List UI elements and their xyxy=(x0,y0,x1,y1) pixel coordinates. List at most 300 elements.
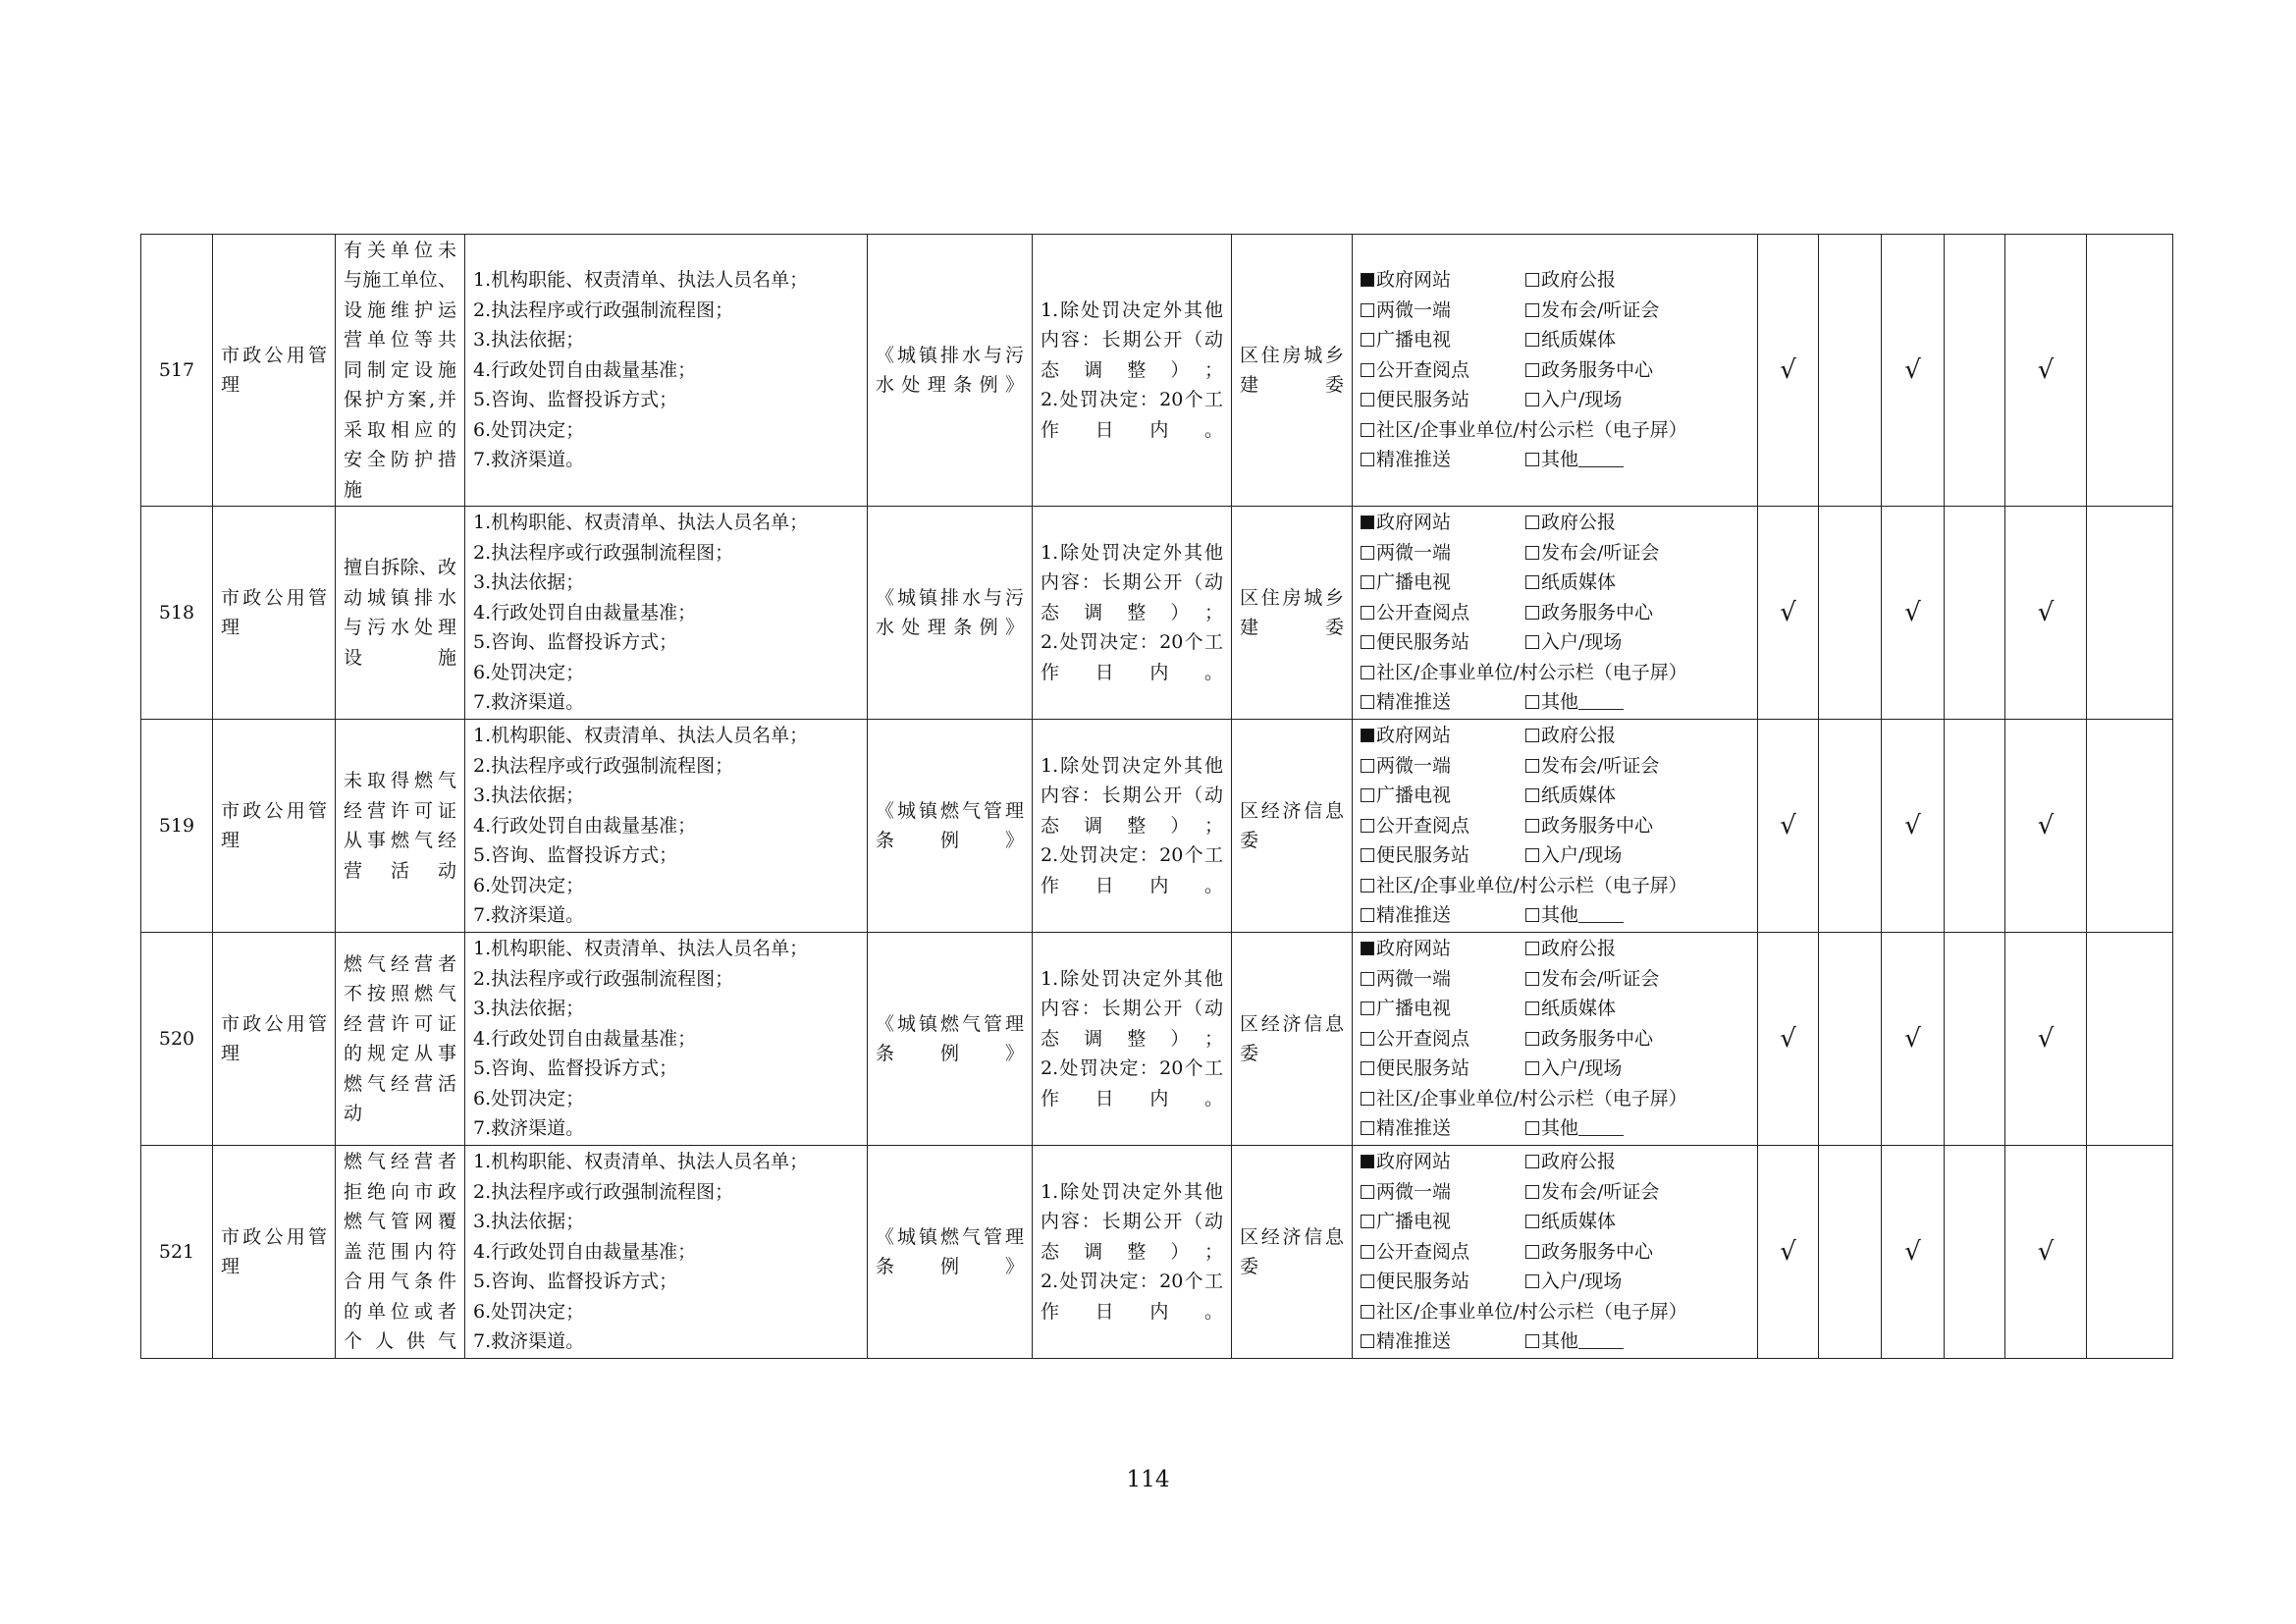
channel-label: 精准推送 xyxy=(1376,449,1452,471)
text-line: 区经济信息 xyxy=(1240,1225,1344,1248)
channel-wechat-weibo-app xyxy=(1361,538,1525,568)
text-line: 市政公用管 xyxy=(221,799,327,822)
checkbox-icon xyxy=(1361,759,1374,773)
text-line: 内容：长期公开（动 xyxy=(1041,1211,1223,1233)
row-number-cell: 521 xyxy=(141,1146,213,1359)
checkbox-icon xyxy=(1525,759,1539,773)
channels-cell xyxy=(1353,235,1758,507)
channel-label: 政务服务中心 xyxy=(1541,601,1654,623)
text-line: 3.执法依据； xyxy=(473,785,585,807)
text-line: 安全防护措 xyxy=(344,449,456,471)
checkbox-icon xyxy=(1361,819,1374,833)
text-line: 《城镇燃气管理 xyxy=(876,1012,1024,1035)
checkbox-icon xyxy=(1361,606,1374,620)
scope-mark-cell: √ xyxy=(1758,235,1819,507)
channel-label: 入户/现场 xyxy=(1541,389,1623,411)
department-cell xyxy=(1232,235,1353,507)
text-line: 从事燃气经 xyxy=(344,830,456,851)
text-line: 拒绝向市政 xyxy=(344,1180,456,1203)
channel-label: 两微一端 xyxy=(1376,298,1452,321)
text-line: 作日内。 xyxy=(1041,874,1223,896)
category-cell xyxy=(213,235,336,507)
channel-wechat-weibo-app xyxy=(1361,964,1525,995)
channel-label: 公开查阅点 xyxy=(1376,1240,1470,1263)
text-line: 5.咨询、监督投诉方式； xyxy=(473,631,678,654)
checkbox-icon xyxy=(1525,363,1539,377)
table-row xyxy=(141,1146,2173,1359)
checkbox-icon xyxy=(1361,575,1374,589)
text-line: 2.执法程序或行政强制流程图； xyxy=(473,541,734,564)
disclosure-contents-cell xyxy=(465,235,868,507)
text-line: 态调整）； xyxy=(1041,1027,1223,1050)
text-line: 作日内。 xyxy=(1041,1300,1223,1323)
checkbox-icon xyxy=(1525,333,1539,347)
text-line: 7.救济渠道。 xyxy=(473,1117,585,1140)
checkbox-icon xyxy=(1361,1274,1374,1288)
channel-community-board xyxy=(1361,1084,1749,1114)
channel-radio-tv xyxy=(1361,994,1525,1024)
checkbox-icon xyxy=(1361,972,1374,986)
channel-label: 纸质媒体 xyxy=(1541,571,1617,594)
row-number-cell: 517 xyxy=(141,235,213,507)
checkbox-icon xyxy=(1361,908,1374,922)
scope-mark-cell: √ xyxy=(2005,235,2087,507)
channel-label: 政务服务中心 xyxy=(1541,814,1654,837)
channel-label: 入户/现场 xyxy=(1541,1057,1623,1080)
scope-mark-cell xyxy=(1819,1146,1882,1359)
scope-mark-cell xyxy=(1819,933,1882,1146)
checkbox-icon xyxy=(1361,942,1374,955)
disclosure-contents-cell xyxy=(465,933,868,1146)
channel-gov-site xyxy=(1361,1147,1525,1177)
checkbox-icon xyxy=(1361,879,1374,893)
text-line: 《城镇排水与污 xyxy=(876,586,1024,609)
channel-reading-point xyxy=(1361,1237,1525,1268)
checkbox-icon xyxy=(1361,1121,1374,1135)
channel-print-media xyxy=(1525,994,1749,1024)
channel-label: 政府网站 xyxy=(1376,725,1452,747)
channel-label: 广播电视 xyxy=(1376,1211,1452,1233)
channel-service-center xyxy=(1525,598,1749,628)
text-line: 2.执法程序或行政强制流程图； xyxy=(473,754,734,777)
checkbox-icon xyxy=(1361,273,1374,287)
channel-label: 公开查阅点 xyxy=(1376,601,1470,623)
text-line: 采取相应的 xyxy=(344,418,456,441)
text-line: 4.行政处罚自由裁量基准； xyxy=(473,1240,697,1263)
violation-item-cell xyxy=(336,235,465,507)
channel-label: 入户/现场 xyxy=(1541,844,1623,867)
checkbox-icon xyxy=(1361,333,1374,347)
channel-gov-site xyxy=(1361,508,1525,538)
page-number: 114 xyxy=(1126,1467,1170,1492)
violation-item-cell xyxy=(336,720,465,933)
channel-door-to-door xyxy=(1525,1267,1749,1297)
checkbox-icon xyxy=(1361,1305,1374,1319)
text-line: 2.处罚决定：20个工 xyxy=(1041,1271,1223,1293)
channel-print-media xyxy=(1525,781,1749,811)
text-line: 条例》 xyxy=(876,830,1024,851)
disclosure-timing-cell xyxy=(1033,507,1232,720)
text-line: 区住房城乡 xyxy=(1240,344,1344,366)
scope-mark-cell: √ xyxy=(2005,933,2087,1146)
channel-label: 社区/企事业单位/村公示栏（电子屏） xyxy=(1376,1087,1687,1110)
row-number-cell: 520 xyxy=(141,933,213,1146)
channel-label: 纸质媒体 xyxy=(1541,998,1617,1020)
channel-label: 公开查阅点 xyxy=(1376,814,1470,837)
fill-in-blank xyxy=(1578,1135,1624,1136)
scope-mark-cell: √ xyxy=(1758,1146,1819,1359)
text-line: 不按照燃气 xyxy=(344,983,456,1004)
fill-in-blank xyxy=(1578,709,1624,710)
channel-label: 政府公报 xyxy=(1541,938,1617,960)
channel-label: 两微一端 xyxy=(1376,967,1452,990)
channel-label: 政府公报 xyxy=(1541,269,1617,292)
text-line: 作日内。 xyxy=(1041,418,1223,441)
disclosure-timing-cell xyxy=(1033,1146,1232,1359)
text-line: 4.行政处罚自由裁量基准； xyxy=(473,601,697,623)
violation-item-cell xyxy=(336,1146,465,1359)
channel-label: 发布会/听证会 xyxy=(1541,754,1660,777)
checkbox-icon xyxy=(1361,1334,1374,1348)
text-line: 6.处罚决定； xyxy=(473,418,585,441)
checkbox-icon xyxy=(1361,788,1374,802)
channel-label: 政府网站 xyxy=(1376,938,1452,960)
text-line: 建委 xyxy=(1240,617,1344,638)
text-line: 2.执法程序或行政强制流程图； xyxy=(473,298,734,321)
channel-label: 精准推送 xyxy=(1376,1117,1452,1140)
category-cell xyxy=(213,720,336,933)
checkbox-icon xyxy=(1525,1334,1539,1348)
text-line: 1.机构职能、权责清单、执法人员名单； xyxy=(473,938,809,960)
scope-mark-cell xyxy=(1819,507,1882,720)
text-line: 1.除处罚决定外其他 xyxy=(1041,1180,1223,1203)
scope-mark-cell xyxy=(1945,235,2005,507)
text-line: 态调整）； xyxy=(1041,814,1223,837)
channel-door-to-door xyxy=(1525,1054,1749,1084)
channel-door-to-door xyxy=(1525,840,1749,871)
disclosure-contents-cell xyxy=(465,507,868,720)
text-line: 条例》 xyxy=(876,1256,1024,1277)
channel-convenience-station xyxy=(1361,385,1525,415)
checkbox-icon xyxy=(1361,303,1374,317)
text-line: 3.执法依据； xyxy=(473,1211,585,1233)
channel-door-to-door xyxy=(1525,627,1749,658)
channel-wechat-weibo-app xyxy=(1361,296,1525,326)
channel-print-media xyxy=(1525,325,1749,355)
channel-press-hearing xyxy=(1525,1177,1749,1208)
department-cell xyxy=(1232,720,1353,933)
channel-label: 入户/现场 xyxy=(1541,1271,1623,1293)
text-line: 营活动 xyxy=(344,859,456,882)
channel-convenience-station xyxy=(1361,840,1525,871)
text-line: 委 xyxy=(1240,1043,1259,1064)
channel-reading-point xyxy=(1361,355,1525,386)
text-line: 1.机构职能、权责清单、执法人员名单； xyxy=(473,1151,809,1173)
checkbox-icon xyxy=(1525,546,1539,560)
channel-press-hearing xyxy=(1525,751,1749,782)
text-line: 水处理条例》 xyxy=(876,617,1024,638)
channel-precise-push xyxy=(1361,1113,1525,1144)
scope-mark-cell: √ xyxy=(1882,235,1945,507)
channel-other xyxy=(1525,1326,1749,1357)
text-line: 与污水处理 xyxy=(344,617,456,638)
channel-label: 发布会/听证会 xyxy=(1541,298,1660,321)
text-line: 态调整）； xyxy=(1041,601,1223,623)
checkbox-icon xyxy=(1525,453,1539,466)
text-line: 设施维护运 xyxy=(344,298,456,321)
checkbox-icon xyxy=(1361,729,1374,742)
channel-reading-point xyxy=(1361,811,1525,841)
scope-mark-cell xyxy=(1945,507,2005,720)
text-line: 2.处罚决定：20个工 xyxy=(1041,631,1223,654)
channel-label: 便民服务站 xyxy=(1376,844,1470,867)
legal-basis-cell xyxy=(868,1146,1033,1359)
channel-gov-bulletin xyxy=(1525,508,1749,538)
text-line: 3.执法依据； xyxy=(473,571,585,594)
text-line: 市政公用管 xyxy=(221,1225,327,1248)
channel-label: 政府网站 xyxy=(1376,1151,1452,1173)
text-line: 与施工单位、 xyxy=(344,269,456,292)
channel-label: 公开查阅点 xyxy=(1376,1027,1470,1050)
text-line: 动城镇排水 xyxy=(344,586,456,609)
channel-service-center xyxy=(1525,355,1749,386)
channel-gov-bulletin xyxy=(1525,1147,1749,1177)
checkbox-icon xyxy=(1361,1155,1374,1168)
checkbox-icon xyxy=(1525,1185,1539,1199)
text-line: 同制定设施 xyxy=(344,358,456,381)
legal-basis-cell xyxy=(868,720,1033,933)
channel-press-hearing xyxy=(1525,538,1749,568)
text-line: 动 xyxy=(344,1103,363,1124)
checkbox-icon xyxy=(1361,1001,1374,1015)
text-line: 态调整）； xyxy=(1041,1240,1223,1263)
text-line: 4.行政处罚自由裁量基准； xyxy=(473,1027,697,1050)
table-row xyxy=(141,507,2173,720)
disclosure-timing-cell xyxy=(1033,933,1232,1146)
channel-service-center xyxy=(1525,1237,1749,1268)
checkbox-icon xyxy=(1361,423,1374,437)
channel-label: 社区/企事业单位/村公示栏（电子屏） xyxy=(1376,418,1687,441)
checkbox-icon xyxy=(1525,1001,1539,1015)
scope-mark-cell xyxy=(2087,720,2173,933)
channel-label: 政务服务中心 xyxy=(1541,1240,1654,1263)
text-line: 施 xyxy=(344,478,363,501)
text-line: 理 xyxy=(221,617,240,638)
checkbox-icon xyxy=(1525,1245,1539,1259)
text-line: 1.机构职能、权责清单、执法人员名单； xyxy=(473,725,809,747)
channel-gov-bulletin xyxy=(1525,934,1749,964)
channel-gov-site xyxy=(1361,721,1525,751)
channel-label: 发布会/听证会 xyxy=(1541,541,1660,564)
checkbox-icon xyxy=(1361,1032,1374,1046)
text-line: 《城镇燃气管理 xyxy=(876,799,1024,822)
checkbox-icon xyxy=(1361,1245,1374,1259)
disclosure-timing-cell xyxy=(1033,235,1232,507)
disclosure-timing-cell xyxy=(1033,720,1232,933)
category-cell xyxy=(213,933,336,1146)
checkbox-icon xyxy=(1525,393,1539,406)
text-line: 5.咨询、监督投诉方式； xyxy=(473,389,678,411)
channel-label: 其他 xyxy=(1541,691,1579,714)
text-line: 5.咨询、监督投诉方式； xyxy=(473,1057,678,1080)
checkbox-icon xyxy=(1361,1061,1374,1075)
channel-label: 其他 xyxy=(1541,449,1579,471)
channel-label: 政务服务中心 xyxy=(1541,1027,1654,1050)
channel-reading-point xyxy=(1361,1024,1525,1055)
channel-label: 社区/企事业单位/村公示栏（电子屏） xyxy=(1376,1300,1687,1323)
checkbox-icon xyxy=(1361,848,1374,862)
text-line: 条例》 xyxy=(876,1043,1024,1064)
channel-gov-bulletin xyxy=(1525,721,1749,751)
text-line: 营单位等共 xyxy=(344,329,456,352)
text-line: 理 xyxy=(221,1043,240,1064)
disclosure-contents-cell xyxy=(465,720,868,933)
text-line: 4.行政处罚自由裁量基准； xyxy=(473,814,697,837)
text-line: 燃气经营者 xyxy=(344,1151,456,1173)
text-line: 内容：长期公开（动 xyxy=(1041,785,1223,807)
checkbox-icon xyxy=(1361,393,1374,406)
checkbox-icon xyxy=(1525,788,1539,802)
checkbox-icon xyxy=(1361,546,1374,560)
channel-precise-push xyxy=(1361,1326,1525,1357)
text-line: 内容：长期公开（动 xyxy=(1041,998,1223,1020)
channels-cell xyxy=(1353,720,1758,933)
scope-mark-cell xyxy=(1945,720,2005,933)
channel-reading-point xyxy=(1361,598,1525,628)
checkbox-icon xyxy=(1525,1061,1539,1075)
text-line: 态调整）； xyxy=(1041,358,1223,381)
checkbox-icon xyxy=(1361,1185,1374,1199)
legal-basis-cell xyxy=(868,235,1033,507)
disclosure-table xyxy=(140,234,2173,1359)
channel-radio-tv xyxy=(1361,325,1525,355)
channel-door-to-door xyxy=(1525,385,1749,415)
text-line: 内容：长期公开（动 xyxy=(1041,329,1223,352)
scope-mark-cell xyxy=(2087,507,2173,720)
channel-service-center xyxy=(1525,1024,1749,1055)
text-line: 7.救济渠道。 xyxy=(473,691,585,714)
channel-label: 政府网站 xyxy=(1376,269,1452,292)
text-line: 燃气经营活 xyxy=(344,1072,456,1095)
scope-mark-cell: √ xyxy=(1758,933,1819,1146)
table-row xyxy=(141,235,2173,507)
text-line: 经营许可证 xyxy=(344,799,456,822)
department-cell xyxy=(1232,1146,1353,1359)
disclosure-contents-cell xyxy=(465,1146,868,1359)
text-line: 《城镇排水与污 xyxy=(876,344,1024,366)
checkbox-icon xyxy=(1525,1032,1539,1046)
text-line: 《城镇燃气管理 xyxy=(876,1225,1024,1248)
channels-cell xyxy=(1353,1146,1758,1359)
text-line: 的单位或者 xyxy=(344,1300,456,1323)
channel-label: 广播电视 xyxy=(1376,998,1452,1020)
channel-wechat-weibo-app xyxy=(1361,1177,1525,1208)
channel-label: 政府公报 xyxy=(1541,1151,1617,1173)
text-line: 内容：长期公开（动 xyxy=(1041,571,1223,594)
text-line: 燃气经营者 xyxy=(344,952,456,975)
channel-label: 政府网站 xyxy=(1376,512,1452,534)
checkbox-icon xyxy=(1525,1121,1539,1135)
channel-community-board xyxy=(1361,658,1749,688)
text-line: 5.咨询、监督投诉方式； xyxy=(473,1271,678,1293)
channel-print-media xyxy=(1525,568,1749,598)
text-line: 7.救济渠道。 xyxy=(473,904,585,927)
channel-label: 两微一端 xyxy=(1376,541,1452,564)
text-line: 1.机构职能、权责清单、执法人员名单； xyxy=(473,512,809,534)
scope-mark-cell: √ xyxy=(1758,720,1819,933)
channel-label: 政府公报 xyxy=(1541,512,1617,534)
channel-label: 广播电视 xyxy=(1376,785,1452,807)
channel-gov-bulletin xyxy=(1525,265,1749,296)
channel-other xyxy=(1525,900,1749,931)
text-line: 3.执法依据； xyxy=(473,329,585,352)
scope-mark-cell: √ xyxy=(1882,1146,1945,1359)
category-cell xyxy=(213,507,336,720)
channel-label: 两微一端 xyxy=(1376,1180,1452,1203)
channel-label: 入户/现场 xyxy=(1541,631,1623,654)
channel-label: 政府公报 xyxy=(1541,725,1617,747)
checkbox-icon xyxy=(1525,575,1539,589)
scope-mark-cell xyxy=(2087,1146,2173,1359)
text-line: 2.执法程序或行政强制流程图； xyxy=(473,967,734,990)
text-line: 建委 xyxy=(1240,374,1344,396)
checkbox-icon xyxy=(1525,848,1539,862)
checkbox-icon xyxy=(1361,1215,1374,1228)
channel-gov-site xyxy=(1361,265,1525,296)
text-line: 的规定从事 xyxy=(344,1043,456,1064)
checkbox-icon xyxy=(1361,1092,1374,1106)
checkbox-icon xyxy=(1525,942,1539,955)
checkbox-icon xyxy=(1525,1155,1539,1168)
scope-mark-cell: √ xyxy=(1882,720,1945,933)
row-number-cell: 519 xyxy=(141,720,213,933)
text-line: 2.处罚决定：20个工 xyxy=(1041,389,1223,411)
text-line: 保护方案,并 xyxy=(344,389,456,411)
text-line: 盖范围内符 xyxy=(344,1240,456,1263)
fill-in-blank xyxy=(1578,922,1624,923)
scope-mark-cell: √ xyxy=(1882,933,1945,1146)
checkbox-icon xyxy=(1361,453,1374,466)
checkbox-icon xyxy=(1525,908,1539,922)
category-cell xyxy=(213,1146,336,1359)
scope-mark-cell: √ xyxy=(2005,1146,2087,1359)
channel-print-media xyxy=(1525,1207,1749,1237)
channel-precise-push xyxy=(1361,445,1525,475)
channel-service-center xyxy=(1525,811,1749,841)
text-line: 经营许可证 xyxy=(344,1012,456,1035)
text-line: 6.处罚决定； xyxy=(473,1087,585,1110)
text-line: 未取得燃气 xyxy=(344,770,456,791)
checkbox-icon xyxy=(1525,635,1539,649)
channels-cell xyxy=(1353,933,1758,1146)
channel-label: 两微一端 xyxy=(1376,754,1452,777)
scope-mark-cell xyxy=(1945,933,2005,1146)
text-line: 理 xyxy=(221,830,240,851)
channel-wechat-weibo-app xyxy=(1361,751,1525,782)
department-cell xyxy=(1232,933,1353,1146)
checkbox-icon xyxy=(1525,303,1539,317)
text-line: 水处理条例》 xyxy=(876,374,1024,396)
text-line: 区经济信息 xyxy=(1240,1012,1344,1035)
channel-community-board xyxy=(1361,415,1749,446)
channel-convenience-station xyxy=(1361,1054,1525,1084)
text-line: 1.除处罚决定外其他 xyxy=(1041,298,1223,321)
text-line: 作日内。 xyxy=(1041,661,1223,683)
text-line: 1.机构职能、权责清单、执法人员名单； xyxy=(473,269,809,292)
channel-label: 发布会/听证会 xyxy=(1541,967,1660,990)
disclosure-table-sheet xyxy=(140,234,2167,1359)
channels-cell xyxy=(1353,507,1758,720)
